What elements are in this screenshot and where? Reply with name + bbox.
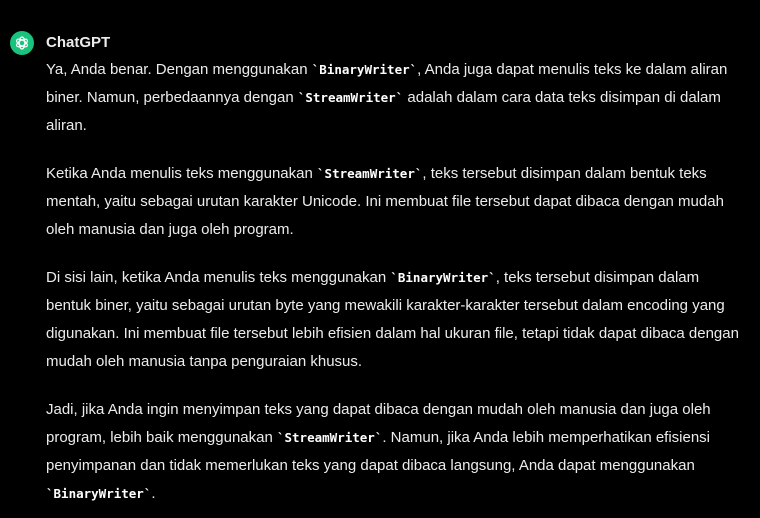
- inline-code: `StreamWriter`: [317, 166, 423, 181]
- message-text: Di sisi lain, ketika Anda menulis teks menggunakan: [46, 269, 391, 286]
- inline-code: `BinaryWriter`: [311, 62, 418, 77]
- message-text: adalah dalam cara data teks disimpan di dalam aliran.: [46, 89, 721, 134]
- message-text: , teks tersebut disimpan dalam bentuk teks mentah, yaitu sebagai urutan karakter Unicode. Ini membuat file tersebut dapat dibaca dengan mudah oleh manusia dan juga oleh program.: [46, 165, 724, 238]
- inline-code: `StreamWriter`: [276, 430, 383, 445]
- message-paragraph: [46, 396, 746, 508]
- message-paragraph: [46, 264, 746, 376]
- message-text: .: [151, 485, 156, 502]
- inline-code: `StreamWriter`: [297, 90, 404, 105]
- assistant-name: ChatGPT: [46, 34, 111, 51]
- message-text: . Namun, jika Anda lebih memperhatikan efisiensi penyimpanan dan tidak memerlukan teks yang dapat dibaca langsung, Anda dapat menggunakan: [46, 429, 711, 474]
- message-text: , teks tersebut disimpan dalam bentuk biner, yaitu sebagai urutan byte yang mewakili karakter-karakter tersebut dalam encoding yang digunakan. Ini membuat file tersebut lebih efisien dalam hal ukuran file, tetapi tidak dapat dibaca dengan mudah oleh manusia tanpa penguraian khusus.: [46, 269, 739, 370]
- message-text: Ya, Anda benar. Dengan menggunakan: [46, 61, 312, 78]
- assistant-message: [46, 56, 746, 508]
- message-text: Ketika Anda menulis teks menggunakan: [46, 165, 318, 182]
- message-paragraph: [46, 56, 746, 140]
- inline-code: `BinaryWriter`: [46, 486, 152, 501]
- openai-logo-icon: [14, 35, 30, 51]
- message-text: , Anda juga dapat menulis teks ke dalam aliran biner. Namun, perbedaannya dengan: [46, 61, 728, 106]
- inline-code: `BinaryWriter`: [390, 270, 496, 285]
- assistant-avatar: [10, 31, 34, 55]
- message-paragraph: [46, 160, 746, 244]
- message-text: Jadi, jika Anda ingin menyimpan teks yang dapat dibaca dengan mudah oleh manusia dan juga oleh program, lebih baik menggunakan: [46, 401, 711, 446]
